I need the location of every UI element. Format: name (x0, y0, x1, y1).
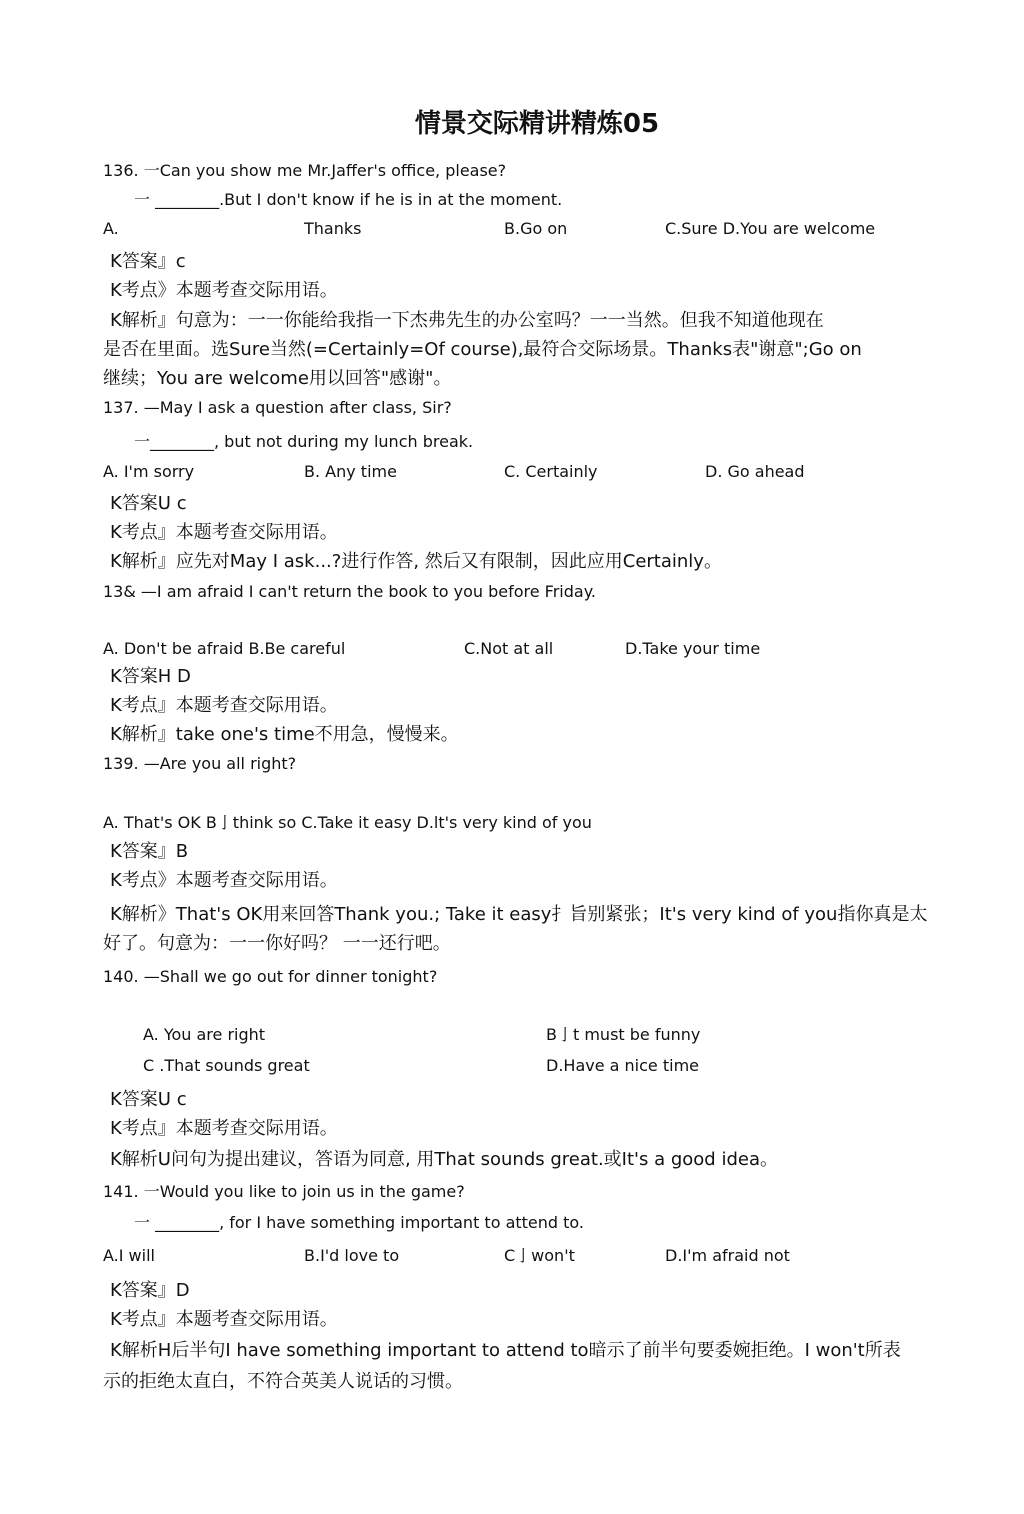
question-137-analysis-1: K解析』应先对May I ask...?进行作答, 然后又有限制，因此应用Certainly。 (110, 551, 722, 572)
question-137-option-d: D. Go ahead (705, 462, 805, 481)
question-136-option-b: B.Go on (504, 219, 568, 238)
question-136-analysis-2: 是否在里面。选Sure当然(=Certainly=Of course),最符合交际场景。Thanks表"谢意";Go on (103, 339, 862, 360)
question-140-option-c: C .That sounds great (143, 1056, 310, 1075)
question-141-analysis-2: 示的拒绝太直白，不符合英美人说话的习惯。 (103, 1371, 463, 1392)
question-139-stem: 139. —Are you all right? (103, 754, 297, 773)
question-137-answer: K答案U c (110, 493, 187, 514)
question-140-stem: 140. —Shall we go out for dinner tonight? (103, 967, 438, 986)
question-141-option-d: D.I'm afraid not (665, 1246, 790, 1265)
question-136-answer: K答案』c (110, 251, 186, 272)
question-138-answer: K答案H D (110, 666, 191, 687)
question-140-option-b: B亅t must be funny (546, 1025, 701, 1044)
question-136-option-cd: C.Sure D.You are welcome (665, 219, 876, 238)
question-136-point: K考点》本题考查交际用语。 (110, 280, 338, 301)
question-137-option-a: A. I'm sorry (103, 462, 195, 481)
question-141-answer: K答案』D (110, 1280, 190, 1301)
question-139-analysis-2: 好了。句意为：一一你好吗？ 一一还行吧。 (103, 933, 451, 954)
question-140-answer: K答案U c (110, 1089, 187, 1110)
question-141-option-a: A.I will (103, 1246, 155, 1265)
question-136-option-a-text: Thanks (304, 219, 362, 238)
question-140-option-a: A. You are right (143, 1025, 266, 1044)
question-139-answer: K答案』B (110, 841, 189, 862)
question-136-reply: 一 ________.But I don't know if he is in at the moment. (134, 190, 563, 209)
page-title: 情景交际精讲精炼05 (414, 109, 660, 139)
question-137-option-c: C. Certainly (504, 462, 598, 481)
question-141-analysis-1: K解析H后半句I have something important to attend to暗示了前半句要委婉拒绝。I won't所表 (110, 1340, 901, 1361)
question-137-stem: 137. —May I ask a question after class, Sir? (103, 398, 452, 417)
question-138-analysis-1: K解析』take one's time不用急，慢慢来。 (110, 724, 459, 745)
question-137-option-b: B. Any time (304, 462, 397, 481)
question-139-point: K考点》本题考查交际用语。 (110, 870, 338, 891)
question-138-option-ab: A. Don't be afraid B.Be careful (103, 639, 346, 658)
question-141-point: K考点』本题考查交际用语。 (110, 1309, 338, 1330)
question-136-analysis-3: 继续；You are welcome用以回答"感谢"。 (103, 368, 452, 389)
question-140-option-d: D.Have a nice time (546, 1056, 699, 1075)
question-139-options: A. That's OK B亅think so C.Take it easy D.lt's very kind of you (103, 813, 592, 832)
question-140-point: K考点』本题考查交际用语。 (110, 1118, 338, 1139)
question-141-option-b: B.I'd love to (304, 1246, 400, 1265)
question-141-stem: 141. 一Would you like to join us in the game? (103, 1182, 465, 1201)
question-139-analysis-1: K解析》That's OK用来回答Thank you.; Take it easy扌旨别紧张；It's very kind of you指你真是太 (110, 904, 928, 925)
question-138-stem: 13& —I am afraid I can't return the book to you before Friday. (103, 582, 596, 601)
question-138-option-c: C.Not at all (464, 639, 554, 658)
question-140-analysis-1: K解析U问句为提出建议，答语为同意, 用That sounds great.或It's a good idea。 (110, 1149, 778, 1170)
question-136-analysis-1: K解析』句意为：一一你能给我指一下杰弗先生的办公室吗？一一当然。但我不知道他现在 (110, 310, 824, 331)
question-137-reply: 一________, but not during my lunch break. (134, 432, 474, 451)
question-138-option-d: D.Take your time (625, 639, 761, 658)
question-138-point: K考点』本题考查交际用语。 (110, 695, 338, 716)
question-141-option-c: C亅won't (504, 1246, 575, 1265)
question-136-option-a: A. (103, 219, 119, 238)
question-141-reply: 一 ________, for I have something important to attend to. (134, 1213, 585, 1232)
question-136-stem: 136. 一Can you show me Mr.Jaffer's office, please? (103, 161, 507, 180)
question-137-point: K考点』本题考查交际用语。 (110, 522, 338, 543)
